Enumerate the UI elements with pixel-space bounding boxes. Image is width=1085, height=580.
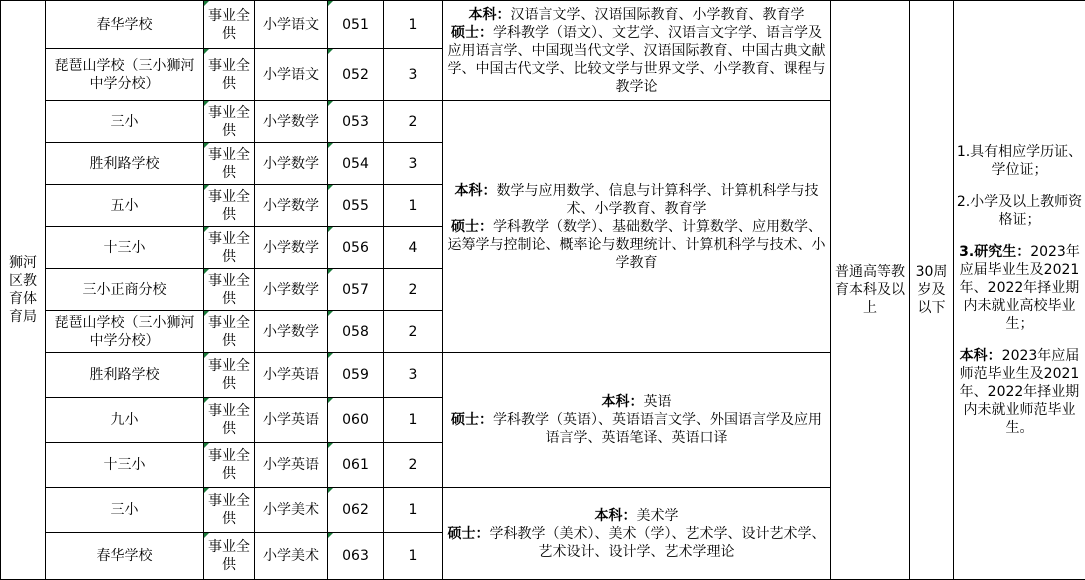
nature-cell: 事业全供 — [204, 398, 255, 443]
education-cell — [831, 1, 910, 580]
post-cell: 小学数学 — [255, 269, 328, 311]
age-cell — [910, 1, 954, 580]
post-cell: 小学英语 — [255, 443, 328, 488]
code-cell: 052 — [328, 49, 384, 101]
major-bk-text: 汉语言文学、汉语国际教育、小学教育、教育学 — [510, 6, 805, 23]
major-bk-label: 本科： — [468, 6, 511, 23]
conditions-cell — [954, 1, 1085, 580]
major-ss-label: 硕士： — [451, 218, 493, 235]
code-cell: 055 — [328, 185, 384, 227]
code-cell: 058 — [328, 311, 384, 353]
school-cell: 十三小 — [46, 443, 204, 488]
condition-2: 2.小学及以上教师资格证； — [956, 194, 1083, 228]
post-cell: 小学数学 — [255, 185, 328, 227]
school-cell: 琵琶山学校（三小狮河中学分校） — [46, 49, 204, 101]
nature-cell: 事业全供 — [204, 533, 255, 580]
code-cell: 062 — [328, 488, 384, 533]
school-cell: 五小 — [46, 185, 204, 227]
school-cell: 九小 — [46, 398, 204, 443]
code-cell: 060 — [328, 398, 384, 443]
post-cell: 小学语文 — [255, 1, 328, 49]
major-ss-label: 硕士： — [447, 525, 490, 542]
code-cell: 059 — [328, 353, 384, 398]
major-math — [443, 101, 831, 353]
nature-cell: 事业全供 — [204, 143, 255, 185]
school-cell: 春华学校 — [46, 533, 204, 580]
school-cell: 三小 — [46, 488, 204, 533]
post-cell: 小学数学 — [255, 311, 328, 353]
major-ss-text: 学科教学（语文）、文艺学、汉语言文字学、语言学及应用语言学、中国现当代文学、汉语国际教育、中国古典文献学、中国古代文学、比较文学与世界文学、小学教育、课程与教学论 — [447, 24, 826, 95]
code-cell: 053 — [328, 101, 384, 143]
school-cell: 琵琶山学校（三小狮河中学分校） — [46, 311, 204, 353]
condition-4-text: 2023年应届师范毕业生及2021年、2022年择业期内未就业师范毕业生。 — [959, 348, 1080, 436]
count-cell: 1 — [384, 185, 443, 227]
major-bk-text: 数学与应用数学、信息与计算科学、计算机科学与技术、小学教育、教育学 — [496, 182, 819, 217]
major-art — [443, 488, 831, 580]
code-cell: 056 — [328, 227, 384, 269]
post-cell: 小学英语 — [255, 353, 328, 398]
major-bk-text: 美术学 — [636, 507, 679, 524]
nature-cell: 事业全供 — [204, 311, 255, 353]
school-cell: 春华学校 — [46, 1, 204, 49]
code-cell: 063 — [328, 533, 384, 580]
nature-cell: 事业全供 — [204, 185, 255, 227]
condition-1: 1.具有相应学历证、学位证； — [956, 144, 1083, 178]
condition-4-label: 本科： — [959, 348, 1002, 364]
post-cell: 小学美术 — [255, 533, 328, 580]
post-cell: 小学数学 — [255, 101, 328, 143]
post-cell: 小学数学 — [255, 227, 328, 269]
count-cell: 3 — [384, 353, 443, 398]
major-chinese — [443, 1, 831, 101]
unit-cell — [1, 1, 46, 580]
school-cell: 三小 — [46, 101, 204, 143]
post-cell: 小学语文 — [255, 49, 328, 101]
major-ss-label: 硕士： — [451, 24, 493, 41]
school-cell: 十三小 — [46, 227, 204, 269]
code-cell: 057 — [328, 269, 384, 311]
age-text: 30周岁及以下 — [915, 264, 948, 316]
code-cell: 054 — [328, 143, 384, 185]
code-cell: 051 — [328, 1, 384, 49]
condition-3-text: 2023年应届毕业生及2021年、2022年择业期内未就业高校毕业生； — [959, 244, 1080, 332]
condition-4 — [956, 347, 1083, 437]
major-bk-label: 本科： — [454, 182, 497, 199]
count-cell: 2 — [384, 443, 443, 488]
nature-cell: 事业全供 — [204, 443, 255, 488]
major-ss-text: 学科教学（数学）、基础数学、计算数学、应用数学、运筹学与控制论、概率论与数理统计、计算机科学与技术、小学教育 — [447, 218, 826, 271]
post-cell: 小学英语 — [255, 398, 328, 443]
nature-cell: 事业全供 — [204, 101, 255, 143]
condition-3 — [956, 243, 1083, 333]
count-cell: 3 — [384, 143, 443, 185]
nature-cell: 事业全供 — [204, 269, 255, 311]
count-cell: 2 — [384, 311, 443, 353]
nature-cell: 事业全供 — [204, 227, 255, 269]
count-cell: 1 — [384, 488, 443, 533]
school-cell: 胜利路学校 — [46, 353, 204, 398]
education-text: 普通高等教育本科及以上 — [835, 264, 905, 316]
major-bk-label: 本科： — [601, 394, 644, 410]
major-english — [443, 353, 831, 488]
condition-3-label: 3.研究生： — [959, 244, 1031, 260]
count-cell: 4 — [384, 227, 443, 269]
post-cell: 小学美术 — [255, 488, 328, 533]
post-cell: 小学数学 — [255, 143, 328, 185]
nature-cell: 事业全供 — [204, 353, 255, 398]
code-cell: 061 — [328, 443, 384, 488]
count-cell: 1 — [384, 1, 443, 49]
count-cell: 2 — [384, 101, 443, 143]
nature-cell: 事业全供 — [204, 49, 255, 101]
major-ss-label: 硕士： — [451, 412, 493, 428]
count-cell: 2 — [384, 269, 443, 311]
school-cell: 胜利路学校 — [46, 143, 204, 185]
unit-name: 狮河区教育体育局 — [9, 255, 37, 325]
nature-cell: 事业全供 — [204, 488, 255, 533]
major-ss-text: 学科教学（英语）、英语语言文学、外国语言学及应用语言学、英语笔译、英语口译 — [493, 412, 822, 446]
major-ss-text: 学科教学（美术）、美术（学）、艺术学、设计艺术学、艺术设计、设计学、艺术学理论 — [489, 525, 826, 560]
count-cell: 1 — [384, 398, 443, 443]
nature-cell: 事业全供 — [204, 1, 255, 49]
count-cell: 3 — [384, 49, 443, 101]
major-bk-text: 英语 — [643, 394, 672, 410]
major-bk-label: 本科： — [594, 507, 637, 524]
count-cell: 1 — [384, 533, 443, 580]
school-cell: 三小正商分校 — [46, 269, 204, 311]
